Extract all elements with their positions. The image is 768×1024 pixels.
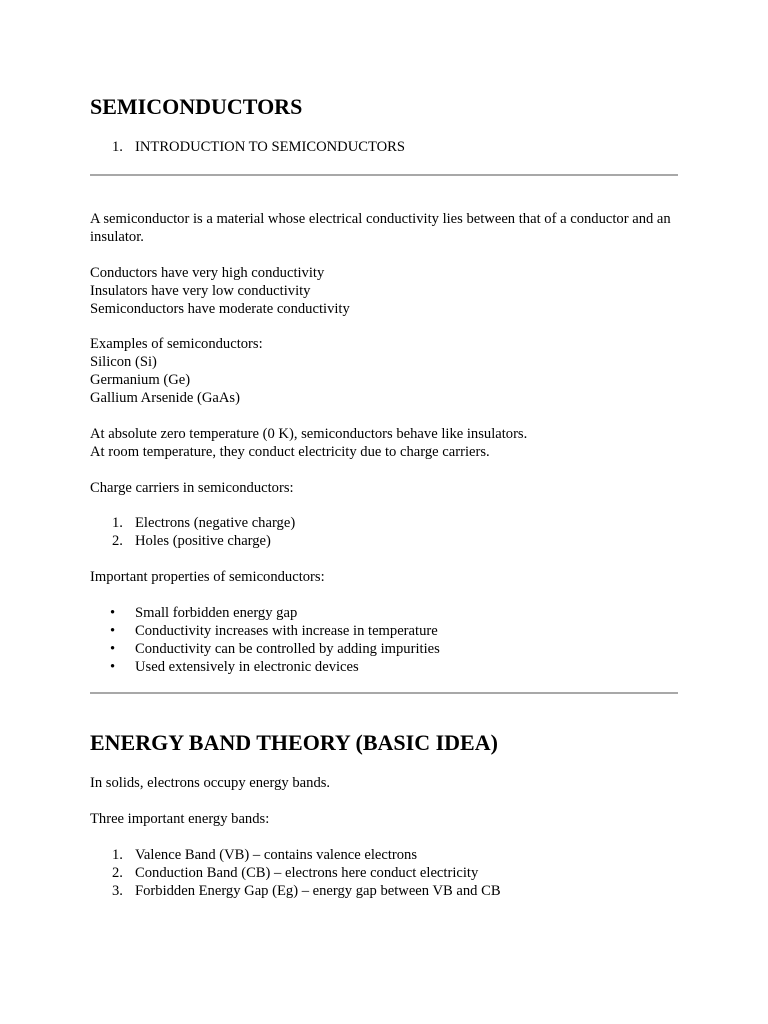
bands-heading-block xyxy=(90,810,678,828)
conductivity-line: Conductors have very high conductivity xyxy=(90,265,325,281)
list-item-text: Valence Band (VB) – contains valence electrons xyxy=(135,847,418,863)
list-item-text: INTRODUCTION TO SEMICONDUCTORS xyxy=(135,139,406,155)
list-item-text: Used extensively in electronic devices xyxy=(135,659,359,675)
list-item xyxy=(90,640,678,658)
carriers-heading-block xyxy=(90,479,678,497)
examples-paragraph xyxy=(90,335,678,407)
divider-2 xyxy=(90,692,678,694)
example-item: Silicon (Si) xyxy=(90,354,157,370)
conductivity-paragraph xyxy=(90,264,678,318)
examples-heading: Examples of semiconductors: xyxy=(90,336,263,352)
list-item xyxy=(90,532,678,550)
list-number: 1. xyxy=(112,139,123,155)
list-number: 1. xyxy=(112,847,123,863)
list-item xyxy=(90,846,678,864)
properties-list xyxy=(90,604,678,676)
bullet-icon: • xyxy=(110,623,116,639)
list-number: 2. xyxy=(112,533,123,549)
bands-list xyxy=(90,846,678,900)
intro-list xyxy=(90,138,678,156)
list-item-text: Small forbidden energy gap xyxy=(135,605,298,621)
definition-paragraph xyxy=(90,210,678,246)
bullet-icon: • xyxy=(110,641,116,657)
list-number: 2. xyxy=(112,865,123,881)
section-title-energy-band: ENERGY BAND THEORY (BASIC IDEA) xyxy=(90,730,498,755)
temperature-line: At absolute zero temperature (0 K), semiconductors behave like insulators. xyxy=(90,426,528,442)
list-item xyxy=(90,864,678,882)
list-item-text: Conductivity can be controlled by adding impurities xyxy=(135,641,440,657)
temperature-paragraph xyxy=(90,425,678,461)
list-item xyxy=(90,622,678,640)
list-item-text: Electrons (negative charge) xyxy=(135,515,296,531)
example-item: Germanium (Ge) xyxy=(90,372,191,388)
temperature-line: At room temperature, they conduct electricity due to charge carriers. xyxy=(90,444,490,460)
list-item-text: Forbidden Energy Gap (Eg) – energy gap between VB and CB xyxy=(135,883,501,899)
list-item xyxy=(90,138,678,156)
definition-text: A semiconductor is a material whose electrical conductivity lies between that of a conductor and an insulator. xyxy=(90,211,671,245)
energy-intro-text: In solids, electrons occupy energy bands. xyxy=(90,775,331,791)
divider-1 xyxy=(90,174,678,176)
list-number: 1. xyxy=(112,515,123,531)
carriers-heading: Charge carriers in semiconductors: xyxy=(90,480,294,496)
bands-heading: Three important energy bands: xyxy=(90,811,270,827)
example-item: Gallium Arsenide (GaAs) xyxy=(90,390,240,406)
section-title-semiconductors: SEMICONDUCTORS xyxy=(90,94,303,119)
conductivity-line: Semiconductors have moderate conductivity xyxy=(90,301,350,317)
list-item-text: Conduction Band (CB) – electrons here conduct electricity xyxy=(135,865,479,881)
list-item-text: Conductivity increases with increase in temperature xyxy=(135,623,438,639)
energy-intro-block xyxy=(90,774,678,792)
conductivity-line: Insulators have very low conductivity xyxy=(90,283,311,299)
bullet-icon: • xyxy=(110,605,116,621)
list-item xyxy=(90,604,678,622)
list-item-text: Holes (positive charge) xyxy=(135,533,271,549)
properties-heading: Important properties of semiconductors: xyxy=(90,569,325,585)
bullet-icon: • xyxy=(110,659,116,675)
list-item xyxy=(90,658,678,676)
list-item xyxy=(90,882,678,900)
list-number: 3. xyxy=(112,883,123,899)
list-item xyxy=(90,514,678,532)
properties-heading-block xyxy=(90,568,678,586)
carriers-list xyxy=(90,514,678,550)
